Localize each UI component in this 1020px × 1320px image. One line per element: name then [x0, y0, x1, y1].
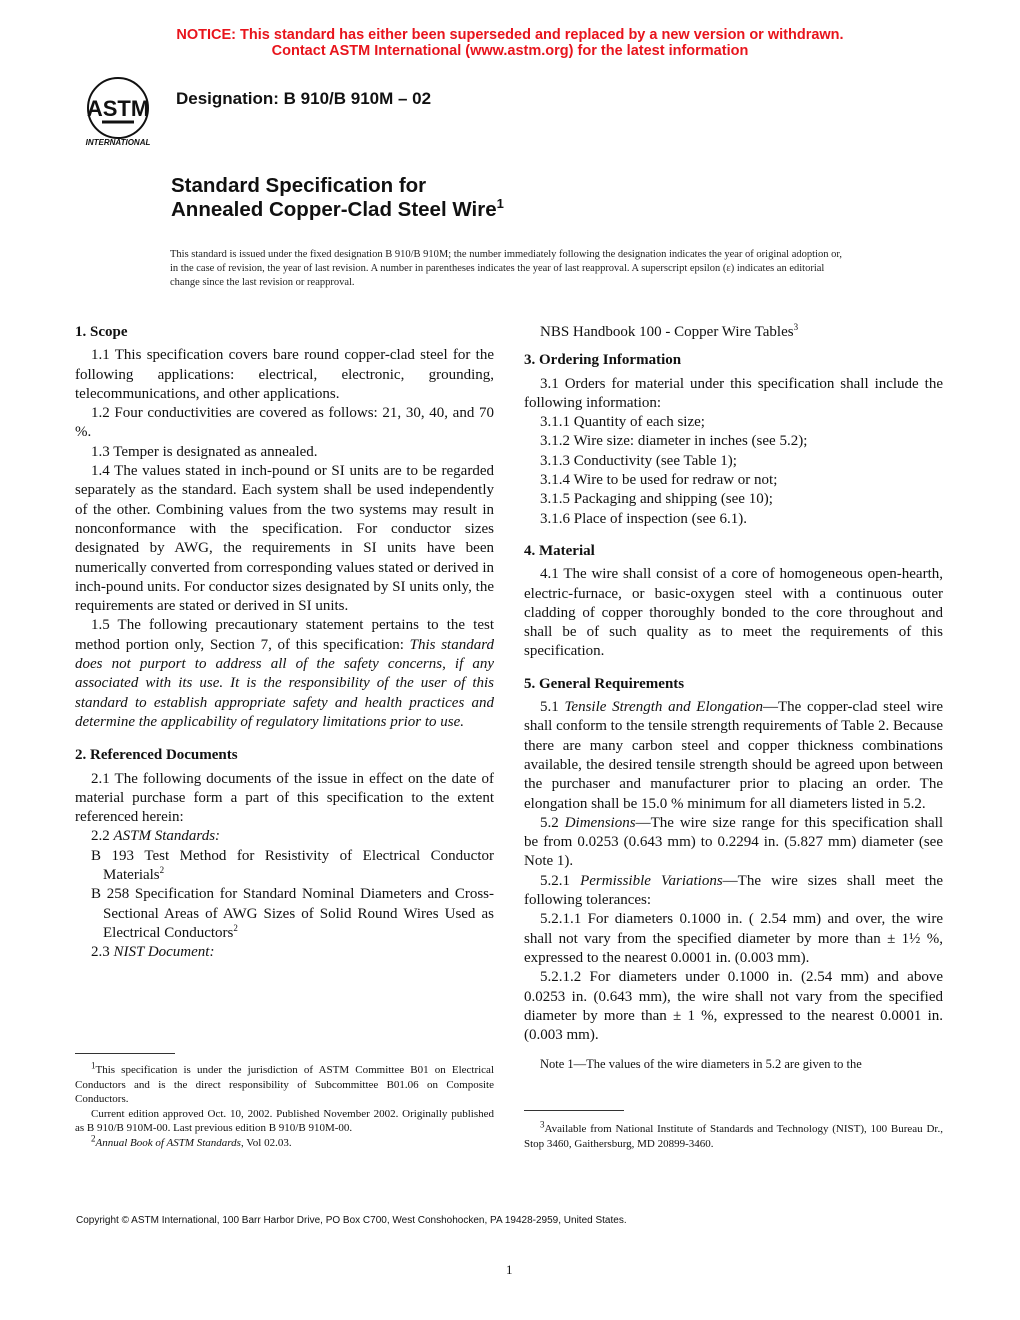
notice-line-1: NOTICE: This standard has either been superseded and replaced by a new version or withdrawn.	[176, 27, 844, 43]
section-5-heading: 5. General Requirements	[524, 675, 685, 692]
footnotes-left	[75, 1060, 494, 1150]
astm-logo	[72, 74, 164, 148]
para-5-2-1-2: 5.2.1.2 For diameters under 0.1000 in. (2.54 mm) and above 0.0253 in. (0.643 mm), the wire shall not vary from the specified diameter by more than ± 1 %, expressed to the nearest 0.0001 in. (0.003 mm).	[524, 969, 943, 1044]
para-1-5: 1.5 The following precautionary statement pertains to the test method portion only, Section 7, of this specification: This standard does not purport to address all of the safety concerns, if any associated with its use. It is the responsibility of the user of this standard to establish appropriate safety and health practices and determine the applicability of regulatory limitations prior to use.	[75, 617, 494, 730]
item-3-1-4: 3.1.4 Wire to be used for redraw or not;	[540, 472, 778, 489]
para-1-4: 1.4 The values stated in inch-pound or SI units are to be regarded separately as the standard. Each system shall be used independently of the other. Combining values from the two systems may result in nonconformance with the specification. For conductor sizes designated by AWG, the requirements in SI units have been numerically converted from corresponding values stated or derived in inch-pound units. For conductor sizes designated by SI units only, the requirements are stated or derived in SI units.	[75, 463, 494, 615]
para-5-2: 5.2 Dimensions—The wire size range for this specification shall be from 0.0253 (0.643 mm) to 0.2294 in. (5.827 mm) diameter (see Note 1).	[524, 814, 944, 870]
para-2-2: 2.2 ASTM Standards:	[91, 828, 221, 845]
para-2-3: 2.3 NIST Document:	[91, 944, 215, 961]
footnote-rule-left	[75, 1053, 175, 1054]
footnotes-right	[524, 1119, 943, 1151]
para-3-1: 3.1 Orders for material under this specification shall include the following information:	[524, 375, 943, 411]
right-column	[524, 323, 943, 1075]
para-4-1: 4.1 The wire shall consist of a core of homogeneous open-hearth, electric-furnace, or basic-oxygen steel with a continuous outer cladding of copper thoroughly bonded to the core throughout and shall be of such quality as to meet the requirements of this specification.	[524, 566, 943, 660]
note-1: Note 1—The values of the wire diameters in 5.2 are given to the	[540, 1057, 862, 1072]
item-3-1-5: 3.1.5 Packaging and shipping (see 10);	[540, 491, 773, 508]
designation: Designation: B 910/B 910M – 02	[176, 89, 432, 108]
logo-text: ASTM	[86, 96, 150, 121]
title-footnote-ref: 1	[496, 196, 504, 212]
item-3-1-2: 3.1.2 Wire size: diameter in inches (see 5.2);	[540, 433, 808, 450]
section-3-heading: 3. Ordering Information	[524, 352, 682, 369]
para-2-1: 2.1 The following documents of the issue in effect on the date of material purchase form a part of this specification to the extent referenced herein:	[75, 770, 494, 826]
para-1-1: 1.1 This specification covers bare round copper-clad steel for the following applications: electrical, electronic, grounding, telecommunications, and other applications.	[75, 347, 494, 402]
footnote-1-edition: Current edition approved Oct. 10, 2002. Published November 2002. Originally published as B 910/B 910M-00. Last previous edition B 910/B 910M-00.	[75, 1107, 494, 1134]
left-column	[75, 323, 494, 963]
footnote-3: $^3$Available from National Institute of Standards and Technology (NIST), 100 Bureau Dr., Stop 3460, Gaithersburg, MD 20899-3460.	[524, 1119, 943, 1150]
title-line-1: Standard Specification for	[171, 174, 427, 197]
nbs-handbook: NBS Handbook 100 - Copper Wire Tables$^3$	[540, 322, 799, 340]
logo-subtext: INTERNATIONAL	[85, 138, 151, 147]
section-2-heading: 2. Referenced Documents	[75, 747, 238, 764]
para-5-1: 5.1 Tensile Strength and Elongation—The copper-clad steel wire shall conform to the tensile strength requirements of Table 2. Because there are many carbon steel and copper thickness combinations available, the desired tensile strength should be agreed upon between the purchaser and manufacturer prior to placing an order. The elongation shall be 15.0 % minimum for all diameters listed in 5.2.	[524, 699, 943, 812]
notice-line-2: Contact ASTM International (www.astm.org) for the latest information	[271, 43, 749, 59]
para-1-2: 1.2 Four conductivities are covered as follows: 21, 30, 40, and 70 %.	[75, 405, 494, 441]
footnote-2: $^2$Annual Book of ASTM Standards, Vol 02.03.	[91, 1132, 292, 1149]
ref-b193: B 193 Test Method for Resistivity of Electrical Conductor Materials$^2$	[91, 847, 494, 884]
copyright: Copyright © ASTM International, 100 Barr Harbor Drive, PO Box C700, West Conshohocken, PA 19428-2959, United States.	[76, 1215, 627, 1226]
document-title	[171, 174, 504, 222]
item-3-1-1: 3.1.1 Quantity of each size;	[540, 414, 705, 431]
title-line-2: Annealed Copper-Clad Steel Wire$^1$	[171, 196, 504, 221]
footnote-1: $^1$This specification is under the jurisdiction of ASTM Committee B01 on Electrical Conductors and is the direct responsibility of Subcommittee B01.06 on Composite Conductors.	[75, 1060, 494, 1105]
section-1-heading: 1. Scope	[75, 324, 128, 340]
section-4-heading: 4. Material	[524, 542, 595, 559]
para-1-3: 1.3 Temper is designated as annealed.	[91, 443, 318, 460]
para-5-2-1-1: 5.2.1.1 For diameters 0.1000 in. ( 2.54 mm) and over, the wire shall not vary from the specified diameter by more than ± 1½ %, expressed to the nearest 0.0001 in. (0.003 mm).	[524, 911, 943, 966]
para-5-2-1: 5.2.1 Permissible Variations—The wire sizes shall meet the following tolerances:	[524, 872, 943, 909]
item-3-1-6: 3.1.6 Place of inspection (see 6.1).	[540, 510, 748, 527]
ref-b258: B 258 Specification for Standard Nominal Diameters and Cross-Sectional Areas of AWG Sizes of Solid Round Wires Used as Electrical Conductors$^2$	[91, 886, 494, 941]
footnote-rule-right	[524, 1110, 624, 1111]
withdrawal-notice	[0, 27, 1020, 59]
page-number: 1	[506, 1262, 513, 1277]
item-3-1-3: 3.1.3 Conductivity (see Table 1);	[540, 452, 737, 469]
issue-note: This standard is issued under the fixed designation B 910/B 910M; the number immediately following the designation indicates the year of original adoption or, in the case of revision, the year of last revision. A number in parentheses indicates the year of last reapproval. A superscript epsilon (ε) indicates an editorial change since the last revision or reapproval.	[170, 249, 843, 288]
